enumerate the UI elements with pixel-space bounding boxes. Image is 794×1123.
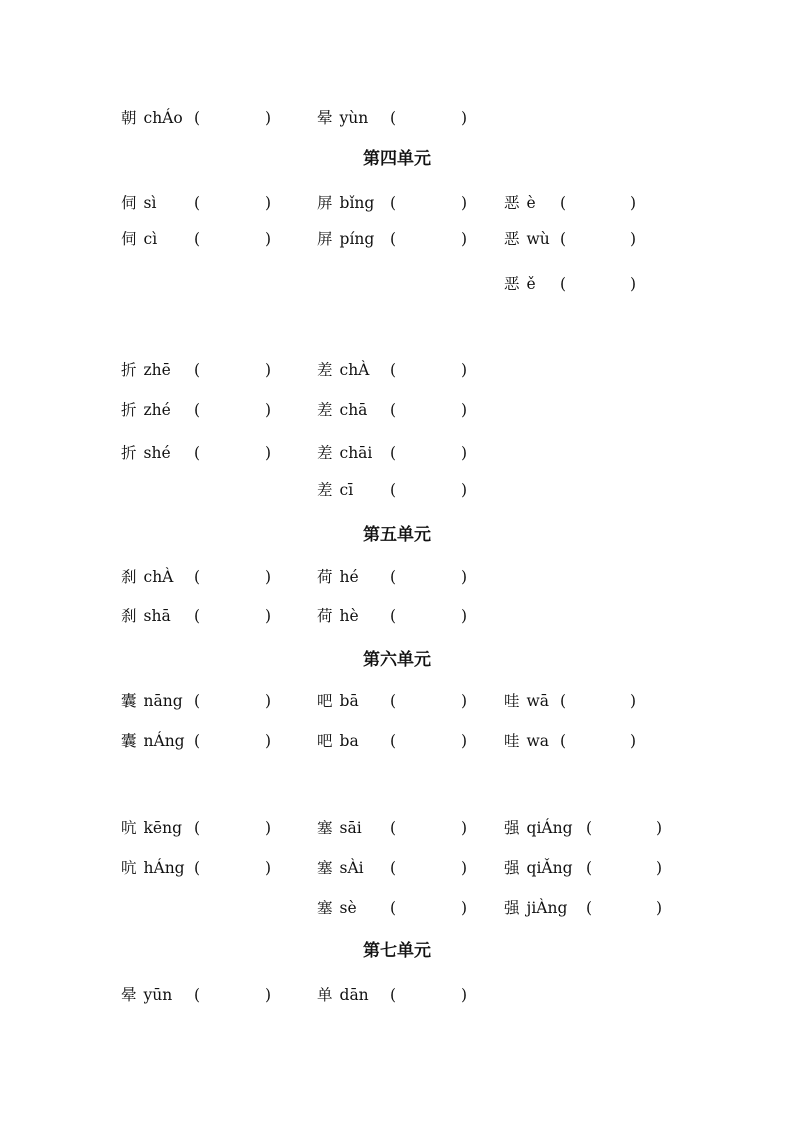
pinyin: sāi	[339, 819, 362, 837]
pinyin-blank-item	[121, 818, 272, 838]
pinyin-blank-item	[317, 731, 468, 751]
pinyin-blank-item	[317, 360, 468, 380]
character: 塞	[317, 819, 333, 837]
pinyin-blank-item	[121, 443, 272, 463]
pinyin: hé	[339, 568, 359, 586]
answer-blank-open[interactable]: (	[390, 194, 397, 212]
answer-blank-open[interactable]: (	[560, 732, 567, 750]
pinyin: cì	[143, 230, 158, 248]
answer-blank-open[interactable]: (	[194, 607, 201, 625]
pinyin-blank-item	[504, 858, 663, 878]
pinyin: nÁng	[143, 732, 185, 750]
pinyin: wā	[526, 692, 550, 710]
character: 囊	[121, 692, 137, 710]
pinyin: píng	[339, 230, 375, 248]
pinyin-blank-item	[317, 691, 468, 711]
answer-blank-open[interactable]: (	[194, 568, 201, 586]
character: 折	[121, 361, 137, 379]
pinyin: hè	[339, 607, 359, 625]
answer-blank-open[interactable]: (	[390, 899, 397, 917]
character: 囊	[121, 732, 137, 750]
pinyin: bā	[339, 692, 359, 710]
character: 折	[121, 401, 137, 419]
character: 恶	[504, 275, 520, 293]
answer-blank-open[interactable]: (	[194, 986, 201, 1004]
character: 强	[504, 859, 520, 877]
answer-blank-open[interactable]: (	[586, 859, 593, 877]
answer-blank-close[interactable]: )	[265, 692, 272, 710]
pinyin-blank-item	[504, 731, 637, 751]
answer-blank-close[interactable]: )	[461, 607, 468, 625]
pinyin-blank-item	[504, 818, 663, 838]
character: 恶	[504, 230, 520, 248]
answer-blank-close[interactable]: )	[461, 819, 468, 837]
answer-blank-open[interactable]: (	[586, 899, 593, 917]
pinyin-blank-item	[317, 229, 468, 249]
pinyin-blank-item	[121, 985, 272, 1005]
answer-blank-open[interactable]: (	[390, 692, 397, 710]
pinyin-blank-item	[504, 691, 637, 711]
unit-heading: 第七单元	[363, 941, 431, 961]
character: 晕	[317, 109, 333, 127]
pinyin: ba	[339, 732, 359, 750]
character: 强	[504, 819, 520, 837]
character: 荷	[317, 568, 333, 586]
pinyin-blank-item	[121, 731, 272, 751]
answer-blank-close[interactable]: )	[461, 109, 468, 127]
answer-blank-close[interactable]: )	[265, 194, 272, 212]
character: 差	[317, 401, 333, 419]
answer-blank-open[interactable]: (	[194, 692, 201, 710]
character: 强	[504, 899, 520, 917]
pinyin-blank-item	[317, 898, 468, 918]
answer-blank-open[interactable]: (	[194, 230, 201, 248]
answer-blank-open[interactable]: (	[560, 230, 567, 248]
answer-blank-open[interactable]: (	[390, 732, 397, 750]
answer-blank-open[interactable]: (	[194, 401, 201, 419]
character: 吭	[121, 859, 137, 877]
pinyin-blank-item	[317, 606, 468, 626]
pinyin: qiÁng	[526, 819, 573, 837]
pinyin-blank-item	[121, 606, 272, 626]
answer-blank-close[interactable]: )	[461, 444, 468, 462]
pinyin-blank-item	[121, 360, 272, 380]
pinyin: chÁo	[143, 109, 183, 127]
unit-heading: 第四单元	[363, 149, 431, 169]
character: 屏	[317, 230, 333, 248]
pinyin: chÀ	[143, 568, 174, 586]
answer-blank-close[interactable]: )	[265, 401, 272, 419]
pinyin: bǐng	[339, 194, 375, 212]
pinyin-blank-item	[504, 274, 637, 294]
pinyin-blank-item	[121, 567, 272, 587]
pinyin-blank-item	[121, 193, 272, 213]
pinyin: shé	[143, 444, 171, 462]
pinyin: chā	[339, 401, 368, 419]
answer-blank-close[interactable]: )	[265, 859, 272, 877]
answer-blank-close[interactable]: )	[265, 819, 272, 837]
unit-heading: 第五单元	[363, 525, 431, 545]
answer-blank-open[interactable]: (	[194, 109, 201, 127]
pinyin: chāi	[339, 444, 373, 462]
pinyin: cī	[339, 481, 354, 499]
pinyin-blank-item	[317, 443, 468, 463]
pinyin-blank-item	[317, 858, 468, 878]
answer-blank-close[interactable]: )	[656, 899, 663, 917]
pinyin-blank-item	[317, 400, 468, 420]
answer-blank-close[interactable]: )	[461, 361, 468, 379]
pinyin: yūn	[143, 986, 173, 1004]
pinyin: nāng	[143, 692, 183, 710]
character: 荷	[317, 607, 333, 625]
answer-blank-close[interactable]: )	[656, 819, 663, 837]
answer-blank-close[interactable]: )	[461, 481, 468, 499]
pinyin-blank-item	[317, 108, 468, 128]
pinyin: chÀ	[339, 361, 370, 379]
character: 朝	[121, 109, 137, 127]
answer-blank-close[interactable]: )	[461, 401, 468, 419]
answer-blank-close[interactable]: )	[461, 692, 468, 710]
pinyin-blank-item	[317, 193, 468, 213]
pinyin-blank-item	[504, 193, 637, 213]
answer-blank-open[interactable]: (	[390, 819, 397, 837]
pinyin-blank-item	[121, 229, 272, 249]
answer-blank-open[interactable]: (	[194, 444, 201, 462]
answer-blank-close[interactable]: )	[265, 732, 272, 750]
answer-blank-close[interactable]: )	[461, 859, 468, 877]
answer-blank-open[interactable]: (	[390, 607, 397, 625]
character: 差	[317, 444, 333, 462]
pinyin: wù	[526, 230, 550, 248]
character: 伺	[121, 230, 137, 248]
answer-blank-open[interactable]: (	[560, 275, 567, 293]
pinyin-blank-item	[504, 898, 663, 918]
answer-blank-close[interactable]: )	[265, 361, 272, 379]
pinyin-blank-item	[121, 108, 272, 128]
pinyin: dān	[339, 986, 369, 1004]
character: 塞	[317, 859, 333, 877]
answer-blank-close[interactable]: )	[461, 732, 468, 750]
answer-blank-close[interactable]: )	[461, 568, 468, 586]
answer-blank-open[interactable]: (	[586, 819, 593, 837]
answer-blank-close[interactable]: )	[630, 194, 637, 212]
pinyin-blank-item	[317, 818, 468, 838]
answer-blank-open[interactable]: (	[390, 230, 397, 248]
pinyin: jiÀng	[526, 899, 568, 917]
character: 塞	[317, 899, 333, 917]
pinyin-blank-item	[317, 985, 468, 1005]
character: 刹	[121, 568, 137, 586]
character: 哇	[504, 692, 520, 710]
pinyin: sì	[143, 194, 157, 212]
answer-blank-open[interactable]: (	[194, 819, 201, 837]
character: 折	[121, 444, 137, 462]
answer-blank-open[interactable]: (	[390, 568, 397, 586]
pinyin: qiǍng	[526, 859, 573, 877]
pinyin-blank-item	[504, 229, 637, 249]
answer-blank-close[interactable]: )	[461, 986, 468, 1004]
answer-blank-close[interactable]: )	[630, 230, 637, 248]
pinyin-blank-item	[121, 691, 272, 711]
answer-blank-close[interactable]: )	[630, 692, 637, 710]
answer-blank-close[interactable]: )	[265, 109, 272, 127]
answer-blank-close[interactable]: )	[265, 986, 272, 1004]
pinyin: kēng	[143, 819, 182, 837]
answer-blank-open[interactable]: (	[390, 401, 397, 419]
pinyin: hÁng	[143, 859, 185, 877]
pinyin-blank-item	[121, 858, 272, 878]
pinyin: sè	[339, 899, 357, 917]
answer-blank-open[interactable]: (	[194, 732, 201, 750]
answer-blank-close[interactable]: )	[656, 859, 663, 877]
character: 晕	[121, 986, 137, 1004]
pinyin: ě	[526, 275, 536, 293]
answer-blank-close[interactable]: )	[265, 230, 272, 248]
character: 刹	[121, 607, 137, 625]
pinyin-blank-item	[317, 480, 468, 500]
character: 伺	[121, 194, 137, 212]
character: 差	[317, 481, 333, 499]
pinyin-blank-item	[317, 567, 468, 587]
answer-blank-open[interactable]: (	[194, 361, 201, 379]
unit-heading: 第六单元	[363, 650, 431, 670]
pinyin: zhē	[143, 361, 171, 379]
answer-blank-open[interactable]: (	[390, 361, 397, 379]
pinyin: sÀi	[339, 859, 364, 877]
answer-blank-open[interactable]: (	[560, 692, 567, 710]
pinyin: yùn	[339, 109, 369, 127]
answer-blank-open[interactable]: (	[194, 859, 201, 877]
character: 吭	[121, 819, 137, 837]
character: 吧	[317, 732, 333, 750]
answer-blank-open[interactable]: (	[194, 194, 201, 212]
answer-blank-close[interactable]: )	[461, 899, 468, 917]
pinyin: shā	[143, 607, 171, 625]
pinyin: è	[526, 194, 536, 212]
character: 单	[317, 986, 333, 1004]
character: 哇	[504, 732, 520, 750]
pinyin: wa	[526, 732, 550, 750]
answer-blank-close[interactable]: )	[461, 194, 468, 212]
answer-blank-open[interactable]: (	[390, 109, 397, 127]
answer-blank-open[interactable]: (	[390, 444, 397, 462]
character: 屏	[317, 194, 333, 212]
answer-blank-close[interactable]: )	[630, 275, 637, 293]
pinyin-blank-item	[121, 400, 272, 420]
answer-blank-close[interactable]: )	[461, 230, 468, 248]
answer-blank-open[interactable]: (	[390, 859, 397, 877]
pinyin: zhé	[143, 401, 171, 419]
answer-blank-open[interactable]: (	[390, 481, 397, 499]
answer-blank-close[interactable]: )	[630, 732, 637, 750]
answer-blank-open[interactable]: (	[390, 986, 397, 1004]
answer-blank-close[interactable]: )	[265, 568, 272, 586]
character: 差	[317, 361, 333, 379]
answer-blank-close[interactable]: )	[265, 444, 272, 462]
character: 吧	[317, 692, 333, 710]
answer-blank-close[interactable]: )	[265, 607, 272, 625]
answer-blank-open[interactable]: (	[560, 194, 567, 212]
character: 恶	[504, 194, 520, 212]
